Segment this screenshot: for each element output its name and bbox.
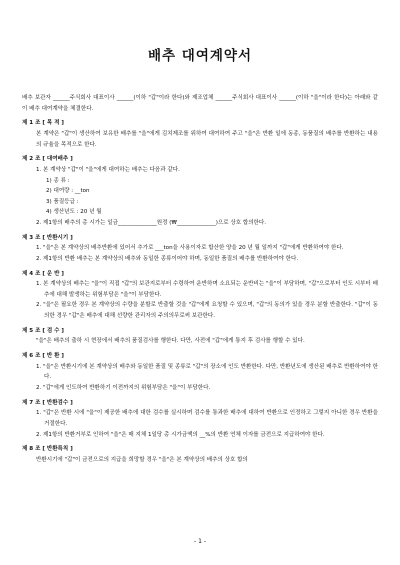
article-heading: 제 2 조 [ 대여배추 ] bbox=[22, 156, 73, 163]
article-item: 2. "갑"에게 인도하여 반환하기 이전까지의 위험부담은 "을"이 부담한다. bbox=[36, 384, 211, 391]
sub-item: 2) 대여량 : __ton bbox=[46, 188, 90, 195]
article-heading: 제 3 조 [ 반환시기 ] bbox=[22, 234, 73, 241]
article-2 bbox=[22, 154, 378, 228]
article-6 bbox=[22, 351, 378, 393]
article-text: "을"은 배추의 출하 시 현장에서 배추의 품질검사를 행한다. 다만, 사전에 "갑"에게 통지 후 검사를 행할 수 있다. bbox=[36, 338, 305, 345]
article-item: 1. "을"은 반환시기에 본 계약상의 배추와 동일한 품질 및 종류로 "갑"의 장소에 인도 반환한다. 다만, 반환년도에 생산된 배추로 반환하여야 한다. bbox=[36, 363, 378, 381]
article-text: 반환시기에 "갑"이 금전으로의 지급을 희망할 경우 "을"은 본 계약상의 배추의 상호 합의 bbox=[36, 456, 248, 463]
article-5 bbox=[22, 326, 378, 347]
page-number: - 1 - bbox=[194, 538, 206, 545]
article-text: 본 계약은 "갑"이 생산하여 보유한 배추를 "을"에게 김치제조를 위하여 대여하여 주고 "을"은 반환 일에 동종, 동품질의 배추를 반환하는 내용의 규율을 목적으로 한다. bbox=[36, 130, 378, 148]
article-heading: 제 1 조 [ 목 적 ] bbox=[22, 120, 64, 127]
sub-item: 3) 품질등급 : bbox=[46, 198, 79, 205]
article-item: 1. 본 계약상 "갑"이 "을"에게 대여하는 배추는 다음과 같다. bbox=[36, 166, 180, 173]
document-title: 배추 대여계약서 bbox=[148, 48, 252, 64]
article-heading: 제 7 조 [ 반환검수 ] bbox=[22, 399, 73, 406]
article-item: 2. 제1항의 반환거부로 인하여 "을"은 매 지체 1일당 총 시가금액의 __%의 반환 연체 이자를 금전으로 지급하여야 한다. bbox=[36, 431, 325, 438]
article-7 bbox=[22, 398, 378, 440]
article-item: 2. 제1항의 반환 배추는 본 계약상의 배추와 동일한 종류이어야 하며, 동일한 품질의 배추를 반환하여야 한다. bbox=[36, 255, 299, 262]
sub-item: 4) 생산년도 : 20 년 월 bbox=[46, 209, 102, 216]
intro-paragraph: 배추 보관자 ______주식회사 대표이사 ______(이하 "갑"이라 한다)와 제조업체 ______주식회사 대표이사 ______(이하 "을"이라 한다)는 아래와 같이 배추 대여계약을 체결한다. bbox=[22, 95, 378, 112]
article-4 bbox=[22, 269, 378, 322]
article-item: 1. 본 계약상의 배추는 "을"이 직접 "갑"의 보관지로부터 수령하여 운반하며 소요되는 운반비는 "을"이 부담하며, "갑"으로부터 인도 시부터 배추에 대해 발생하는 위험부담은 "을"이 부담한다. bbox=[36, 281, 378, 298]
article-heading: 제 4 조 [ 운 반 ] bbox=[22, 270, 64, 277]
article-1 bbox=[22, 118, 378, 150]
article-item: 1. "갑"은 반환 시에 "을"이 제공한 배추에 대한 검수를 실시하며 검수를 통과한 배추에 대하여 반환으로 인정하고 그렇지 아니한 경우 반환을 거절한다. bbox=[36, 410, 378, 427]
article-heading: 제 6 조 [ 반 환 ] bbox=[22, 353, 64, 360]
article-item: 2. 제1항의 배추의 총 시가는 일금______________원정 (₩______________)으로 상호 합의한다. bbox=[36, 219, 267, 226]
article-3 bbox=[22, 233, 378, 265]
article-heading: 제 5 조 [ 검 수 ] bbox=[22, 327, 64, 334]
article-8 bbox=[22, 444, 378, 465]
article-heading: 제 8 조 [ 반환특칙 ] bbox=[22, 446, 73, 453]
sub-item: 1) 종 류 : bbox=[46, 177, 70, 184]
article-item: 2. "을"은 필요한 경우 본 계약상의 수량을 분할로 반출할 것을 "갑"에게 요청할 수 있으며, "갑"의 동의가 있을 경우 분할 반출한다. "갑"이 동의한 경우 "갑"은 배추에 대해 선량한 관리자의 주의의무로써 보관한다. bbox=[36, 302, 378, 320]
document-body bbox=[22, 93, 378, 466]
article-item: 1. "을"은 본 계약상의 배추반환에 있어서 추가로 ___ton을 사용이자로 합산한 양을 20 년 월 일까지 "갑"에게 반환하여야 한다. bbox=[36, 245, 344, 252]
